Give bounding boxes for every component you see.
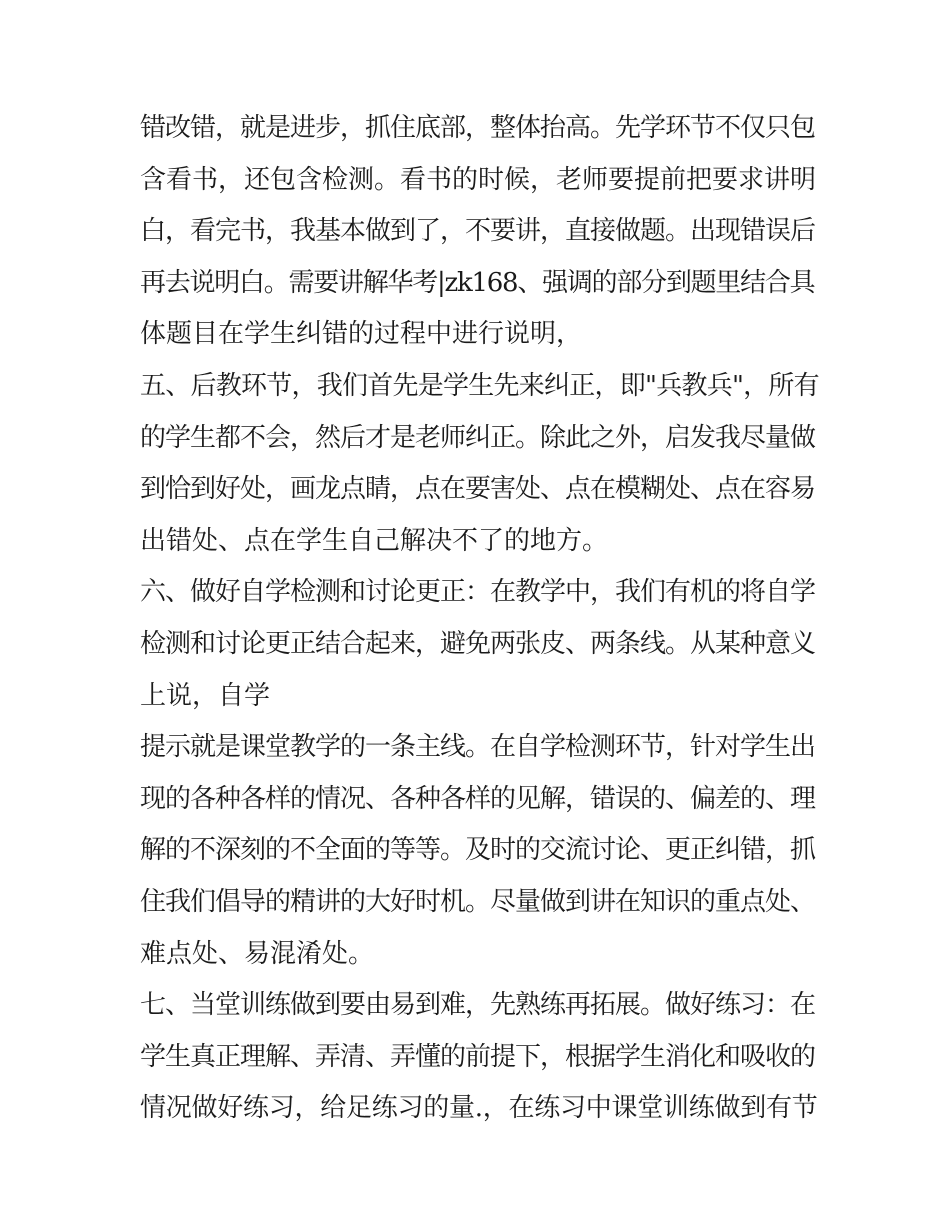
text-line: 住我们倡导的精讲的大好时机。尽量做到讲在知识的重点处、 <box>140 886 816 917</box>
text-line: 难点处、易混淆处。 <box>140 938 375 969</box>
text-line: 到恰到好处，画龙点睛，点在要害处、点在模糊处、点在容易 <box>140 474 816 505</box>
text-line: 体题目在学生纠错的过程中进行说明， <box>140 319 583 350</box>
text-line: 七、当堂训练做到要由易到难，先熟练再拓展。做好练习：在 <box>140 990 816 1021</box>
text-line: 现的各种各样的情况、各种各样的见解，错误的、偏差的、理 <box>140 783 816 814</box>
text-line: 六、做好自学检测和讨论更正：在教学中，我们有机的将自学 <box>140 577 816 608</box>
text-line: 再去说明白。需要讲解华考|zk168、强调的部分到题里结合具 <box>140 267 815 298</box>
text-line: 上说，自学 <box>140 680 271 711</box>
text-line: 情况做好练习，给足练习的量.，在练习中课堂训练做到有节 <box>140 1093 818 1124</box>
text-line: 的学生都不会，然后才是老师纠正。除此之外，启发我尽量做 <box>140 422 816 453</box>
text-line: 含看书，还包含检测。看书的时候，老师要提前把要求讲明 <box>140 164 817 195</box>
body-text <box>140 103 820 1135</box>
text-line: 解的不深刻的不全面的等等。及时的交流讨论、更正纠错，抓 <box>140 835 816 866</box>
text-line: 学生真正理解、弄清、弄懂的前提下，根据学生消化和吸收的 <box>140 1041 816 1072</box>
text-line: 错改错，就是进步，抓住底部，整体抬高。先学环节不仅只包 <box>140 113 816 143</box>
text-line: 检测和讨论更正结合起来，避免两张皮、两条线。从某种意义 <box>140 628 816 659</box>
text-line: 白，看完书，我基本做到了，不要讲，直接做题。出现错误后 <box>140 216 816 247</box>
text-line: 提示就是课堂教学的一条主线。在自学检测环节，针对学生出 <box>140 732 816 763</box>
text-line: 出错处、点在学生自己解决不了的地方。 <box>140 525 609 556</box>
text-line: 五、后教环节，我们首先是学生先来纠正，即"兵教兵"，所有 <box>140 370 819 401</box>
